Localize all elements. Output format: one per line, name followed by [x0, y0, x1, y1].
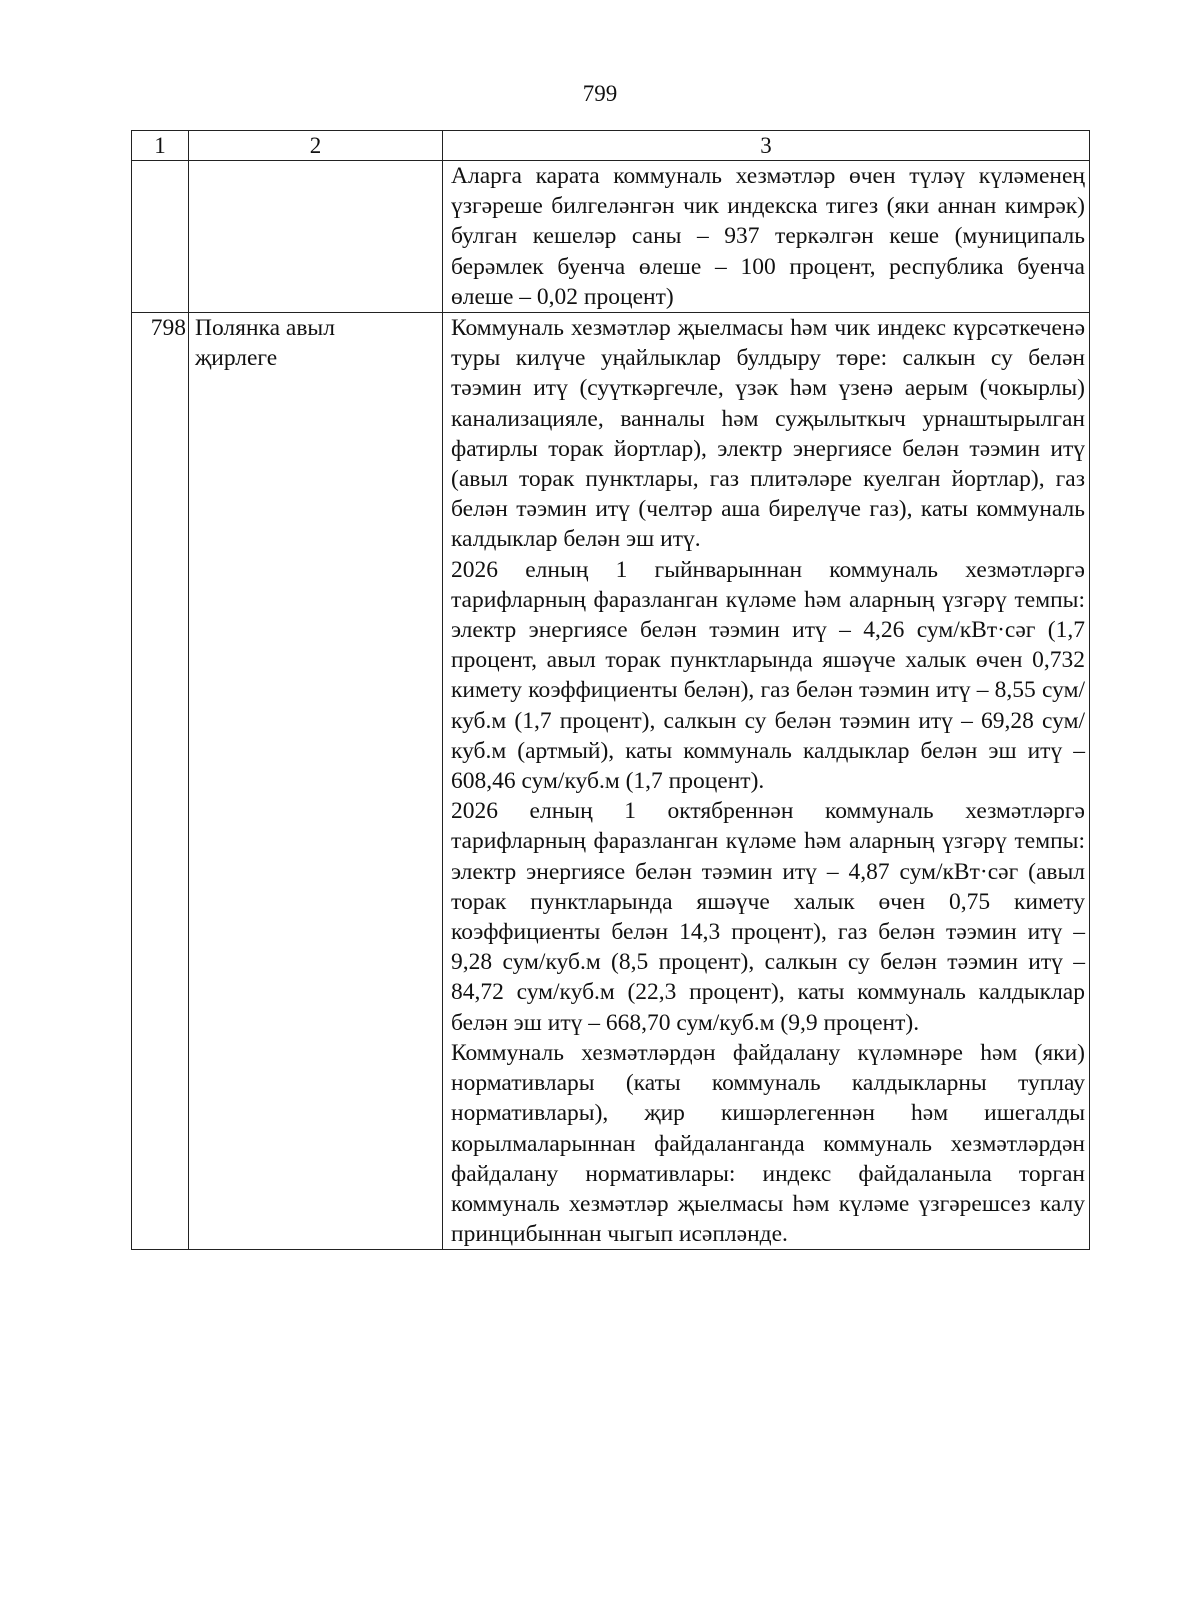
row-name: [189, 161, 443, 313]
row-name-line: Полянка авыл: [195, 315, 335, 342]
row-number: 798: [132, 313, 189, 1250]
description-paragraph: 2026 елның 1 октябреннән коммуналь хезмәтләргә тарифларның фаразланган күләме һәм аларның үзгәрү темпы: электр энергиясе белән тәэмин итү – 4,87 сум/кВт·сәг (авыл торак пунктларында яшәүче халык өчен 0,75 кимету коэффициенты белән 14,3 процент), газ белән тәэмин итү – 9,28 сум/куб.м (8,5 процент), салкын су белән тәэмин итү – 84,72 сум/куб.м (22,3 процент), каты коммуналь калдыклар белән эш итү – 668,70 сум/куб.м (9,9 процент).: [451, 798, 1085, 1036]
row-description: [443, 313, 1090, 1250]
description-paragraph: Коммуналь хезмәтләр җыелмасы һәм чик индекс күрсәткеченә туры килүче уңайлыклар булдыру төре: салкын су белән тәэмин итү (суүткәргечле, үзәк һәм үзенә аерым (чокырлы) канализацияле, ванналы һәм суҗылыткыч урнаштырылган фатирлы торак йортлар), электр энергиясе белән тәэмин итү (авыл торак пунктлары, газ плитәләре куелган йортлар), газ белән тәэмин итү (челтәр аша бирелүче газ), каты коммуналь калдыклар белән эш итү.: [451, 315, 1085, 553]
row-name-line: җирлеге: [195, 345, 278, 372]
description-paragraph: Коммуналь хезмәтләрдән файдалану күләмнәре һәм (яки) нормативлары (каты коммуналь калдыкларны туплау нормативлары), җир кишәрлегеннән һәм ишегалды корылмаларыннан файдаланганда коммуналь хезмәтләрдән файдалану нормативлары: индекс файдаланыла торган коммуналь хезмәтләр җыелмасы һәм күләме үзгәрешсез калу принцибыннан чыгып исәпләнде.: [451, 1039, 1085, 1248]
header-col-1: 1: [132, 131, 189, 161]
document-table: [131, 130, 1090, 1250]
row-name: [189, 313, 443, 1250]
table-header-row: [132, 131, 1090, 161]
row-description: [443, 161, 1090, 313]
table-row-continuation: [132, 161, 1090, 313]
row-number: [132, 161, 189, 313]
table-row-798: [132, 313, 1090, 1250]
page-number: 799: [582, 81, 618, 106]
description-paragraph: 2026 елның 1 гыйнварыннан коммуналь хезмәтләргә тарифларның фаразланган күләме һәм аларның үзгәрү темпы: электр энергиясе белән тәэмин итү – 4,26 сум/кВт·сәг (1,7 процент, авыл торак пунктларында яшәүче халык өчен 0,732 кимету коэффициенты белән), газ белән тәэмин итү – 8,55 сум/куб.м (1,7 процент), салкын су белән тәэмин итү – 69,28 сум/куб.м (артмый), каты коммуналь калдыклар белән эш итү – 608,46 сум/куб.м (1,7 процент).: [451, 556, 1085, 795]
description-paragraph: Аларга карата коммуналь хезмәтләр өчен түләү күләменең үзгәреше билгеләнгән чик индекска тигез (яки аннан кимрәк) булган кешеләр саны – 937 теркәлгән кеше (муниципаль берәмлек буенча өлеше – 100 процент, республика буенча өлеше – 0,02 процент): [451, 163, 1085, 310]
header-col-2: 2: [189, 131, 443, 161]
header-col-3: 3: [443, 131, 1090, 161]
